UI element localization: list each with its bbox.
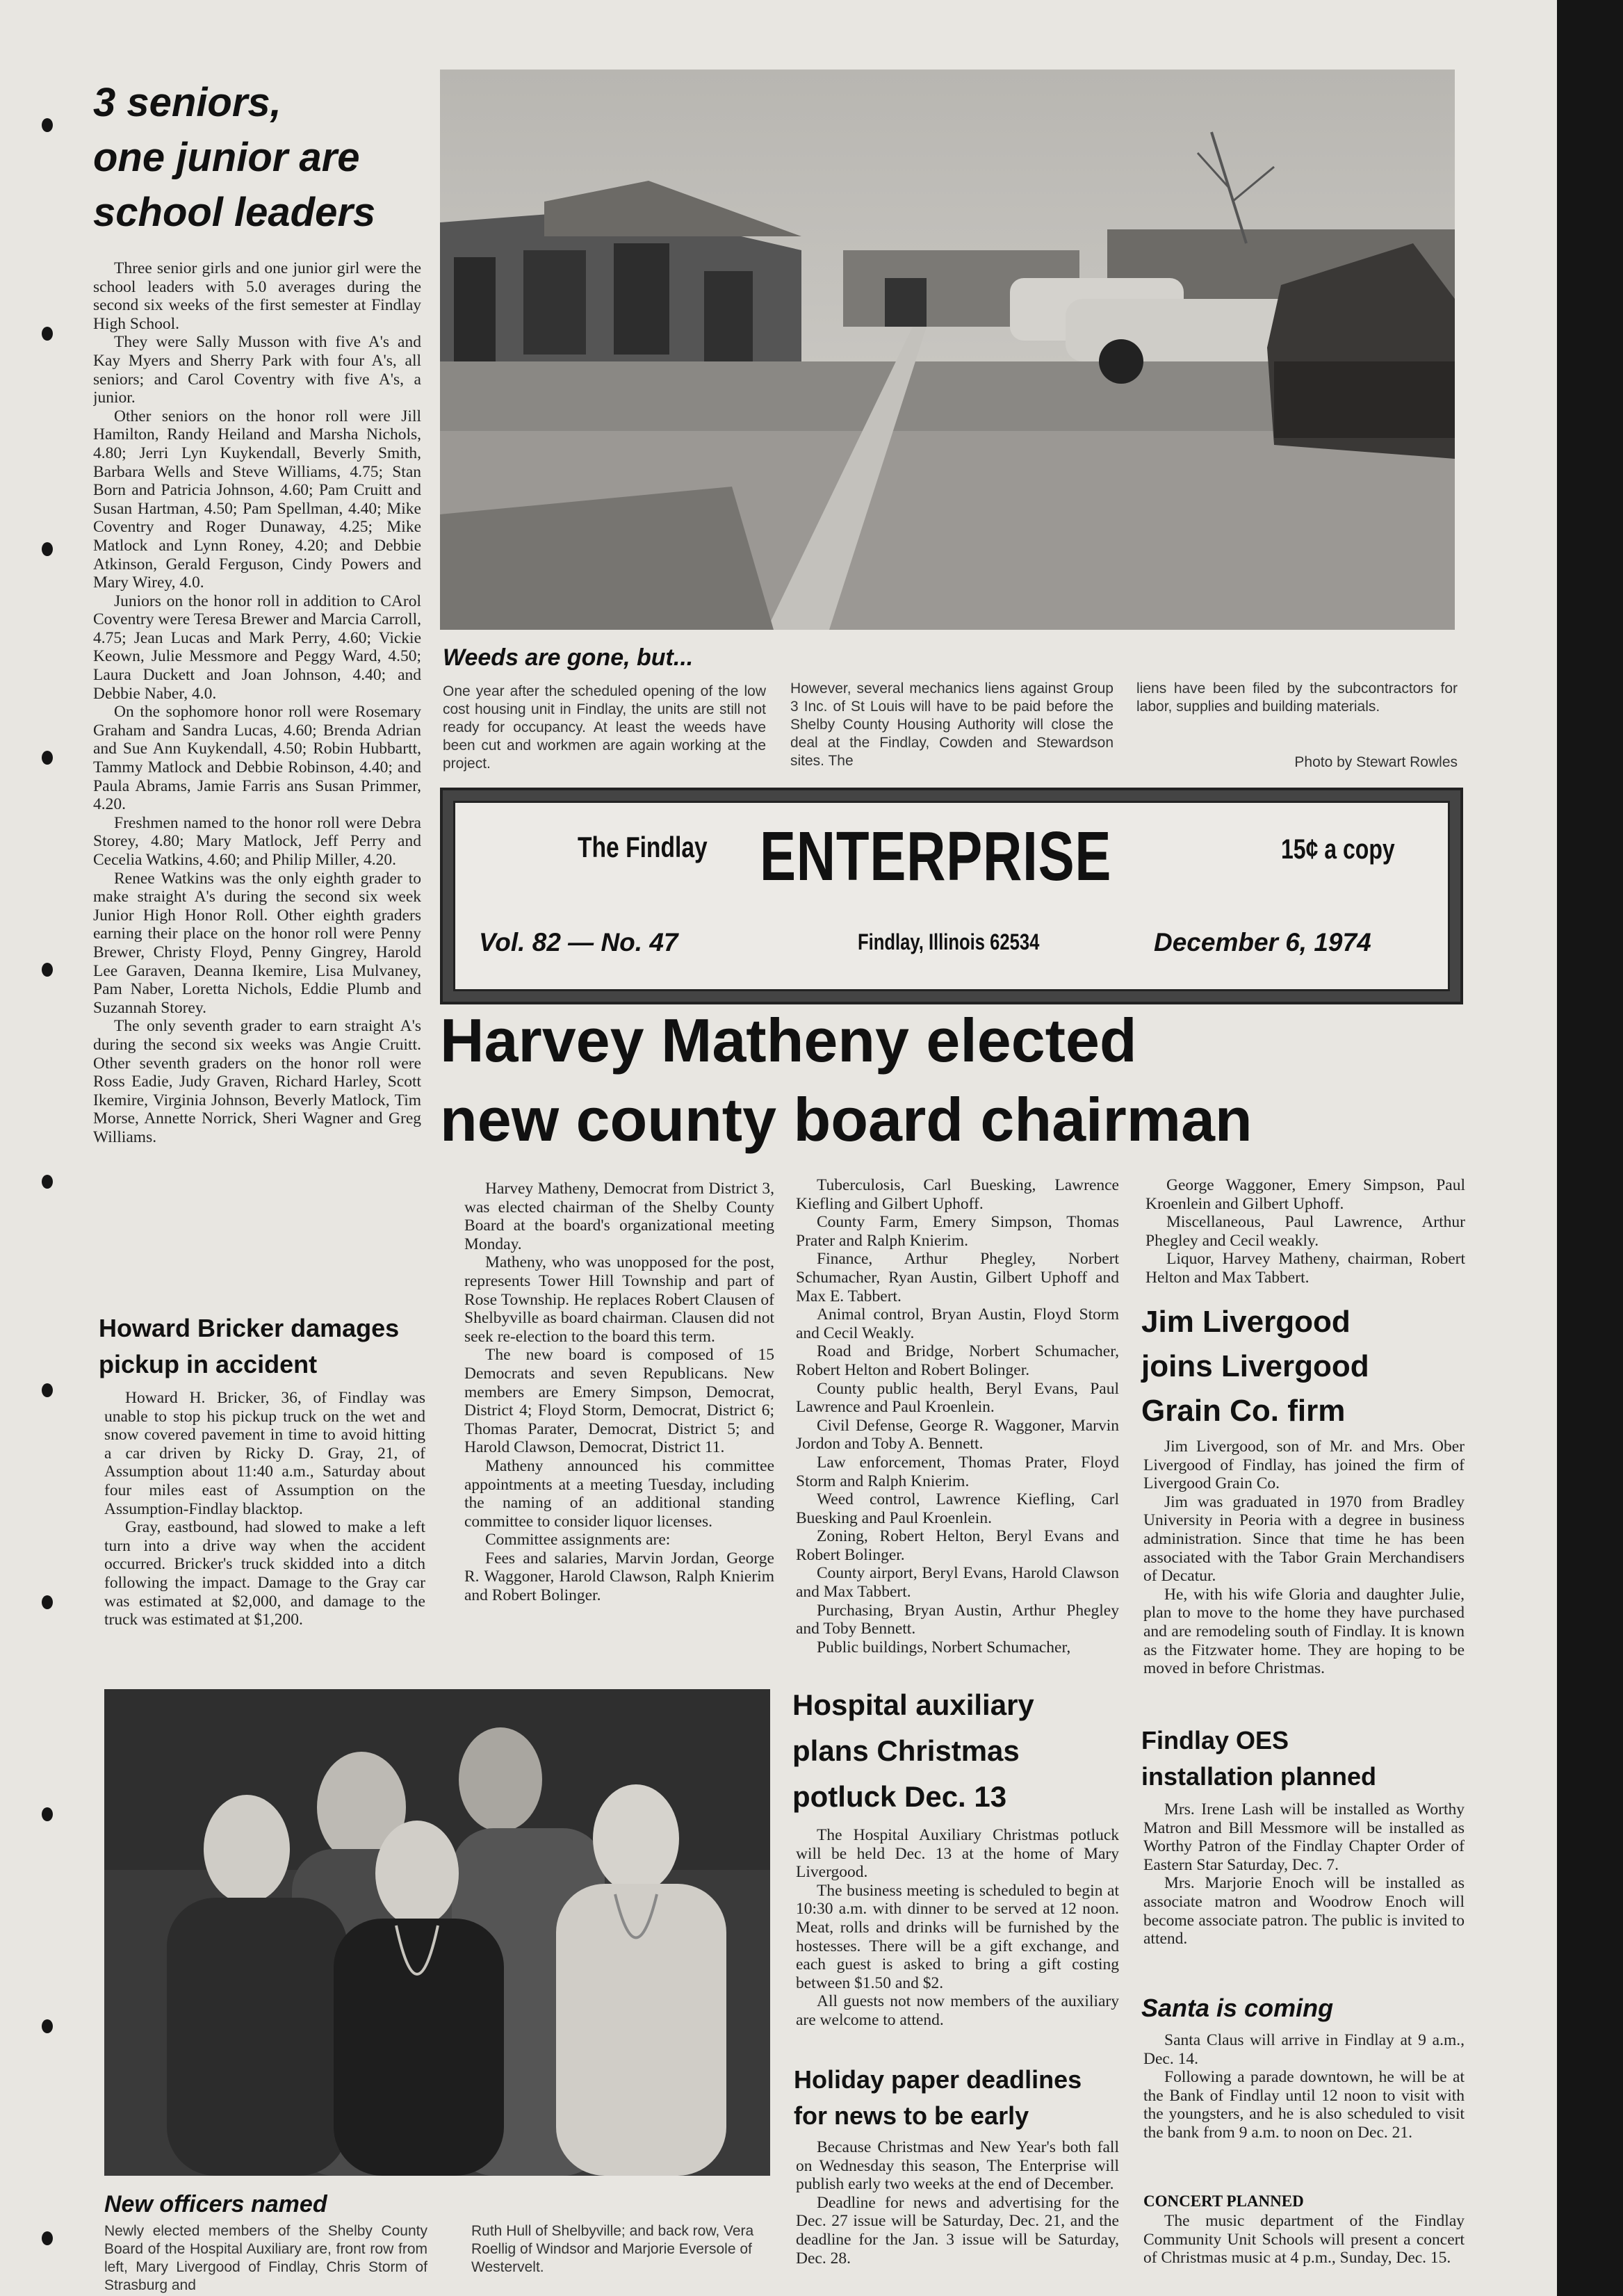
paragraph: The business meeting is scheduled to begin at 10:30 a.m. with dinner to be served at 12 noon. Meat, rolls and drinks will be furnished by the hostesses. There will be a gift exchange, and each guest is asked to bring a gift costing between $1.50 and $2. — [796, 1881, 1119, 1992]
volume-number: Vol. 82 — No. 47 — [479, 928, 678, 956]
paragraph: Jim was graduated in 1970 from Bradley University in Peoria with a degree in business administration. Since that time he has been associated with the Tabor Grain Merchandisers of Decatur. — [1143, 1492, 1465, 1586]
livergood-headline-line: Jim Livergood — [1141, 1305, 1351, 1339]
bricker-headline-line: Howard Bricker damages — [99, 1314, 400, 1342]
officers-headline: New officers named — [104, 2191, 327, 2217]
bricker-headline — [99, 1310, 446, 1383]
paragraph: Deadline for news and advertising for the Dec. 27 issue will be Saturday, Dec. 21, and the deadline for the Jan. 3 issue will be Saturday, Dec. 28. — [796, 2193, 1119, 2267]
concert-body — [1143, 2212, 1465, 2296]
deadlines-headline-line: Holiday paper deadlines — [794, 2065, 1082, 2094]
paragraph: All guests not now members of the auxiliary are welcome to attend. — [796, 1992, 1119, 2029]
paragraph: Zoning, Robert Helton, Beryl Evans and Robert Bolinger. — [796, 1527, 1119, 1564]
paragraph: Law enforcement, Thomas Prater, Floyd Storm and Ralph Knierim. — [796, 1453, 1119, 1490]
punch-hole — [42, 963, 53, 977]
hospital-headline-line: plans Christmas — [792, 1734, 1020, 1767]
paragraph: County Farm, Emery Simpson, Thomas Prater and Ralph Knierim. — [796, 1213, 1119, 1250]
matheny-headline-line: new county board chairman — [440, 1085, 1253, 1154]
paragraph: Road and Bridge, Norbert Schumacher, Robert Helton and Robert Bolinger. — [796, 1342, 1119, 1379]
oes-headline-line: installation planned — [1141, 1762, 1377, 1791]
paragraph: Tuberculosis, Carl Buesking, Lawrence Kiefling and Gilbert Uphoff. — [796, 1176, 1119, 1213]
matheny-col-1 — [464, 1180, 774, 1680]
paragraph: Animal control, Bryan Austin, Floyd Storm and Cecil Weakly. — [796, 1305, 1119, 1342]
paragraph: Other seniors on the honor roll were Jill Hamilton, Randy Heiland and Marsha Nichols, 4.80; Jerri Lyn Kuykendall, Beverly Smith, Barbara Wells and Steve Williams, 4.75; Stan Born and Patricia Johnson, 4.60; Pam Cruitt and Susan Hartman, 4.50; Pam Spellman, 4.40; Mike Coventry and Roger Dunaway, 4.25; Mike Matlock and Lynn Roney, 4.20; and Debbie Atkinson, Gerald Ferguson, Cindy Powers and Mary Wirey, 4.0. — [93, 407, 421, 592]
hospital-headline-line: Hospital auxiliary — [792, 1688, 1034, 1721]
santa-body — [1143, 2031, 1465, 2184]
matheny-headline-line: Harvey Matheny elected — [440, 1006, 1137, 1075]
place: Findlay, Illinois 62534 — [858, 929, 1040, 954]
punch-hole — [42, 1175, 53, 1189]
oes-body — [1143, 1800, 1465, 1988]
oes-headline-line: Findlay OES — [1141, 1726, 1289, 1754]
hospital-body — [796, 1826, 1119, 2055]
paragraph: Gray, eastbound, had slowed to make a left turn into a drive way when the accident occurred. Bricker's truck skidded into a ditch following the impact. Damage to the Gray car was estimated at $2,000, and damage to the truck was estimated at $1,200. — [104, 1518, 425, 1629]
livergood-body — [1143, 1438, 1465, 1709]
punch-hole — [42, 327, 53, 341]
matheny-col-3 — [1145, 1176, 1465, 1294]
paragraph: Matheny, who was unopposed for the post, represents Tower Hill Township and part of Rose Township. He replaces Robert Clausen of Shelbyville as board chairman. Clausen did not seek re-election to the board this term. — [464, 1253, 774, 1346]
punch-hole — [42, 1807, 53, 1821]
housing-photo-image — [440, 70, 1455, 630]
livergood-headline-line: Grain Co. firm — [1141, 1394, 1346, 1428]
paragraph: County public health, Beryl Evans, Paul Lawrence and Paul Kroenlein. — [796, 1379, 1119, 1417]
paragraph: County airport, Beryl Evans, Harold Clawson and Max Tabbert. — [796, 1564, 1119, 1602]
hospital-headline-line: potluck Dec. 13 — [792, 1780, 1007, 1813]
livergood-headline-line: joins Livergood — [1141, 1349, 1369, 1383]
paragraph: Purchasing, Bryan Austin, Arthur Phegley and Toby Bennett. — [796, 1601, 1119, 1638]
paper-name: The Findlay — [578, 831, 708, 863]
santa-headline: Santa is coming — [1141, 1994, 1334, 2022]
weeds-caption: liens have been filed by the subcontractors for labor, supplies and building materials. — [1136, 681, 1458, 715]
seniors-headline-line: 3 seniors, — [93, 80, 282, 125]
paragraph: Because Christmas and New Year's both fall on Wednesday this season, The Enterprise will publish early two weeks at the end of December. — [796, 2138, 1119, 2194]
paragraph: The Hospital Auxiliary Christmas potluck will be held Dec. 13 at the home of Mary Livergood. — [796, 1826, 1119, 1882]
seniors-headline-line: school leaders — [93, 190, 376, 235]
paragraph: George Waggoner, Emery Simpson, Paul Kroenlein and Gilbert Uphoff. — [1145, 1176, 1465, 1213]
paragraph: Freshmen named to the honor roll were Debra Storey, 4.80; Mary Matlock, Jeff Perry and Cecelia Watkins, 4.60; and Philip Miller, 4.20. — [93, 813, 421, 869]
punch-hole — [42, 2231, 53, 2245]
housing-photo — [440, 70, 1455, 630]
deadlines-headline — [794, 2062, 1127, 2134]
seniors-article-body — [93, 259, 421, 1288]
paragraph: Juniors on the honor roll in addition to CArol Coventry were Teresa Brewer and Marcia Carroll, 4.75; Jean Lucas and Mark Perry, 4.60; Vickie Keown, Julie Messmore and Peggy Ward, 4.50; Laura Duckett and Joan Johnson, 4.40; and Debbie Naber, 4.0. — [93, 592, 421, 703]
punch-hole — [42, 751, 53, 765]
weeds-caption: One year after the scheduled opening of the low cost housing unit in Findlay, the units are still not ready for occupancy. At least the weeds have been cut and workmen are again working at the project. — [443, 683, 766, 772]
punch-hole — [42, 1595, 53, 1609]
paragraph: Fees and salaries, Marvin Jordan, George R. Waggoner, Harold Clawson, Ralph Knierim and Robert Bolinger. — [464, 1549, 774, 1605]
paragraph: On the sophomore honor roll were Rosemary Graham and Sandra Lucas, 4.60; Brenda Adrian and Sue Ann Kuykendall, 4.50; Robin Hubbartt, Tammy Matlock and Debbie Robinson, 4.40; and Paula Abrams, Jamie Farris ans Susan Primmer, 4.20. — [93, 703, 421, 814]
livergood-headline — [1141, 1300, 1468, 1433]
paragraph: Miscellaneous, Paul Lawrence, Arthur Phegley and Cecil weakly. — [1145, 1213, 1465, 1250]
issue-date: December 6, 1974 — [1154, 928, 1371, 956]
paragraph: Santa Claus will arrive in Findlay at 9 a.m., Dec. 14. — [1143, 2031, 1465, 2068]
bricker-headline-line: pickup in accident — [99, 1350, 318, 1378]
punch-hole — [42, 2019, 53, 2033]
matheny-headline — [440, 1001, 1483, 1159]
paragraph: Howard H. Bricker, 36, of Findlay was unable to stop his pickup truck on the wet and snow covered pavement in time to avoid hitting a car driven by Ricky D. Gray, 21, of Assumption about 11:40 a.m., Saturday about four miles east of Assumption on the Assumption-Findlay blacktop. — [104, 1389, 425, 1518]
paragraph: Mrs. Irene Lash will be installed as Worthy Matron and Bill Messmore will be installed as Worthy Patron of the Findlay Chapter Order of Eastern Star Saturday, Dec. 7. — [1143, 1800, 1465, 1874]
paragraph: Committee assignments are: — [485, 1531, 671, 1549]
officers-caption: Newly elected members of the Shelby County Board of the Hospital Auxiliary are, front row from left, Mary Livergood of Findlay, Chris Storm of Strasburg and — [104, 2223, 427, 2293]
paragraph: Mrs. Marjorie Enoch will be installed as associate matron and Woodrow Enoch will become associate patron. The public is invited to attend. — [1143, 1874, 1465, 1948]
paragraph: Public buildings, Norbert Schumacher, — [817, 1638, 1071, 1656]
paragraph: Jim Livergood, son of Mr. and Mrs. Ober Livergood of Findlay, has joined the firm of Livergood Grain Co. — [1143, 1438, 1465, 1493]
deadlines-body — [796, 2138, 1119, 2296]
weeds-caption: However, several mechanics liens against Group 3 Inc. of St Louis will have to be paid before the Shelby County Housing Authority will close the deal at the Findlay, Cowden and Stewardson sites. The — [790, 681, 1114, 769]
seniors-headline-line: one junior are — [93, 135, 360, 180]
paragraph: Matheny announced his committee appointments at a meeting Tuesday, including the naming of an additional standing committee to consider liquor licenses. — [464, 1456, 774, 1531]
officers-photo — [104, 1689, 770, 2176]
matheny-col-2 — [796, 1176, 1119, 1680]
paper-title: ENTERPRISE — [760, 817, 1112, 895]
punch-hole — [42, 1383, 53, 1397]
paragraph: Civil Defense, George R. Waggoner, Marvin Jordon and Toby A. Bennett. — [796, 1416, 1119, 1454]
paragraph: The music department of the Findlay Community Unit Schools will present a concert of Christmas music at 4 p.m., Sunday, Dec. 15. — [1143, 2212, 1465, 2267]
paragraph: Harvey Matheny, Democrat from District 3, was elected chairman of the Shelby County Board at the board's organizational meeting Monday. — [464, 1180, 774, 1253]
punch-hole — [42, 542, 53, 556]
paragraph: Following a parade downtown, he will be at the Bank of Findlay until 12 noon to visit with the youngsters, and he is also scheduled to visit the bank from 9 a.m. to noon on Dec. 21. — [1143, 2068, 1465, 2142]
seniors-headline — [93, 75, 427, 240]
paragraph: They were Sally Musson with five A's and Kay Myers and Sherry Park with four A's, all seniors; and Carol Coventry with five A's, a junior. — [93, 333, 421, 407]
bricker-article-body — [104, 1389, 425, 1681]
masthead-inner — [453, 801, 1450, 991]
paragraph: Renee Watkins was the only eighth grader to make straight A's during the second six week Junior High Honor Roll. Other eighth graders earning their place on the honor roll were Penny Brewer, Christy Floyd, Penny Gingrey, Harold Lee Garaven, Deanna Ikemire, Lisa Mulvaney, Pam Naber, Loretta Nichols, Eddie Plumb and Suzannah Storey. — [93, 869, 421, 1017]
paragraph: Liquor, Harvey Matheny, chairman, Robert Helton and Max Tabbert. — [1145, 1250, 1465, 1287]
paragraph: Three senior girls and one junior girl were the school leaders with 5.0 averages during the second six weeks of the first semester at Findlay High School. — [93, 259, 421, 333]
officers-photo-image — [104, 1689, 770, 2176]
page-edge — [1557, 0, 1623, 2296]
deadlines-headline-line: for news to be early — [794, 2101, 1029, 2130]
paragraph: The only seventh grader to earn straight A's during the second six weeks was Angie Cruitt. Other seventh graders on the honor roll were Ross Eadie, Judy Graven, Richard Harley, Scott Ikemire, Virginia Johnson, Beverly Matlock, Tim Morse, Annette Norrick, Sheri Wagner and Greg Williams. — [93, 1017, 421, 1146]
photo-credit: Photo by Stewart Rowles — [1294, 754, 1458, 770]
officers-caption: Ruth Hull of Shelbyville; and back row, Vera Roellig of Windsor and Marjorie Eversole of Westervelt. — [471, 2223, 754, 2275]
weeds-headline: Weeds are gone, but... — [443, 644, 694, 671]
paragraph: The new board is composed of 15 Democrats and seven Republicans. New members are Emery Simpson, Democrat, District 4; Floyd Storm, Democrat, District 6; Thomas Parater, Democrat, District 5; and Harold Clawson, Democrat, District 11. — [464, 1346, 774, 1457]
masthead — [440, 788, 1463, 1004]
paragraph: He, with his wife Gloria and daughter Julie, plan to move to the home they have purchased and are remodeling south of Findlay. It is known as the Fitzwater home. They are hoping to be moved in before Christmas. — [1143, 1585, 1465, 1678]
paragraph: Weed control, Lawrence Kiefling, Carl Buesking and Paul Kroenlein. — [796, 1490, 1119, 1527]
punch-hole — [42, 118, 53, 132]
hospital-headline — [792, 1682, 1126, 1820]
price: 15¢ a copy — [1281, 834, 1395, 865]
paragraph: Finance, Arthur Phegley, Norbert Schumacher, Ryan Austin, Gilbert Uphoff and Max E. Tabbert. — [796, 1250, 1119, 1305]
oes-headline — [1141, 1723, 1468, 1795]
concert-headline: CONCERT PLANNED — [1143, 2192, 1304, 2210]
